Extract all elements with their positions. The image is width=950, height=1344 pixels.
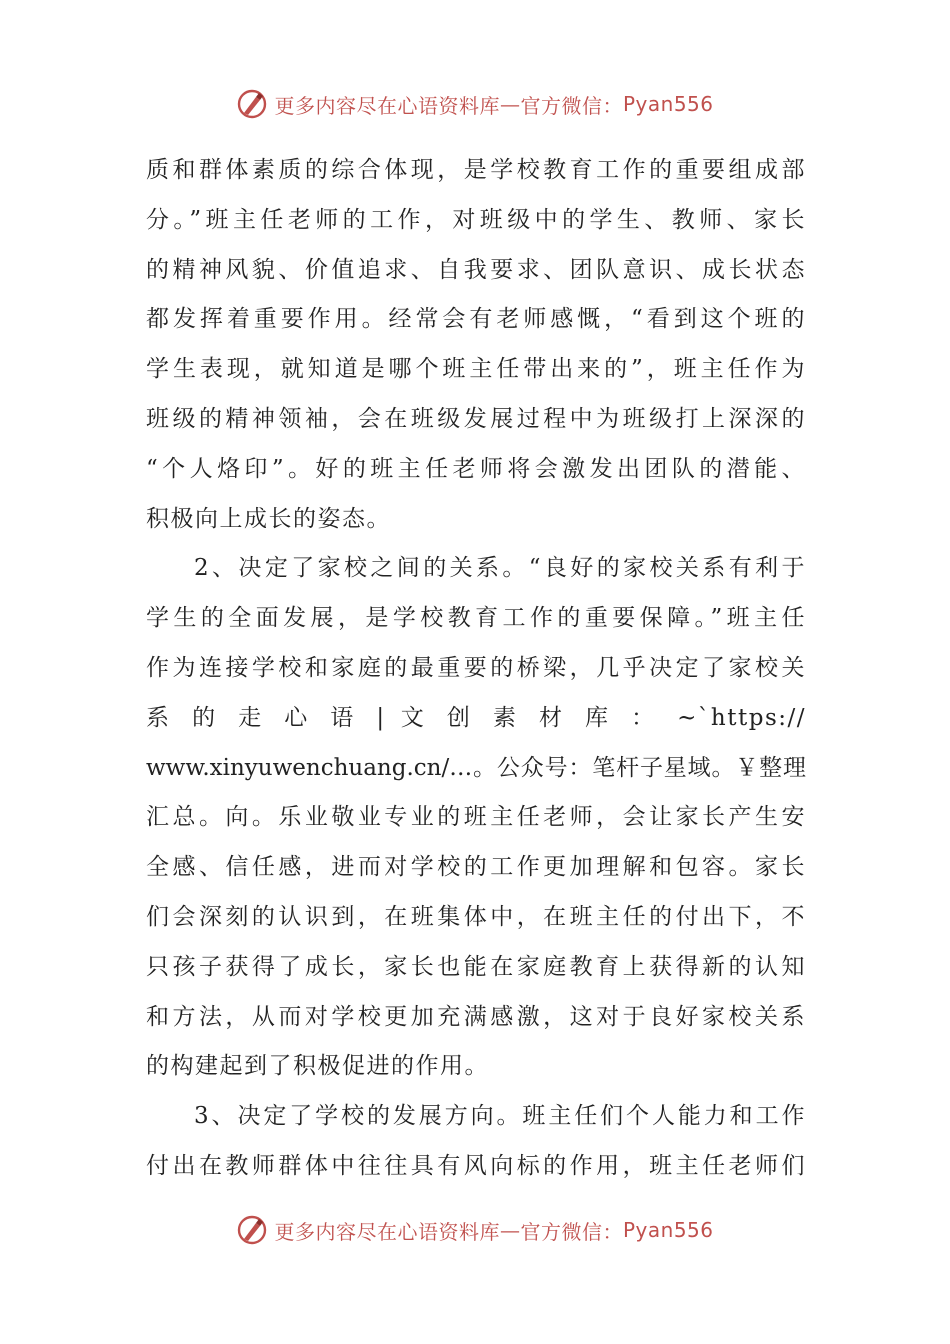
- body-line: 学生的全面发展，是学校教育工作的重要保障。”班主任: [146, 605, 806, 632]
- header-wechat-label: 官方微信：: [520, 93, 623, 118]
- body-line: 质和群体素质的综合体现，是学校教育工作的重要组成部: [146, 157, 806, 183]
- body-line: 系 的 走 心 语 | 文 创 素 材 库 ： ~`https://: [146, 704, 806, 731]
- body-line: 付出在教师群体中往往具有风向标的作用，班主任老师们: [146, 1152, 806, 1179]
- footer-wechat-id: Pyan556: [622, 1218, 714, 1242]
- body-line: 的构建起到了积极促进的作用。: [146, 1053, 489, 1080]
- body-line: 班级的精神领袖，会在班级发展过程中为班级打上深深的: [146, 405, 806, 432]
- body-line: 积极向上成长的姿态。: [146, 505, 391, 532]
- header-dash: —: [499, 92, 521, 116]
- paragraph-start-line: 2、决定了家校之间的关系。“良好的家校关系有利于: [194, 555, 806, 582]
- body-line: “个人烙印”。好的班主任老师将会激发出团队的潜能、: [146, 455, 806, 482]
- body-line: 作为连接学校和家庭的最重要的桥梁，几乎决定了家校关: [146, 654, 806, 681]
- paragraph-start-line: 3、决定了学校的发展方向。班主任们个人能力和工作: [194, 1103, 806, 1130]
- header-wechat-id: Pyan556: [622, 92, 714, 116]
- page-footer-banner: [0, 1210, 950, 1250]
- body-line: 学生表现，就知道是哪个班主任带出来的”，班主任作为: [146, 356, 806, 383]
- body-line: 的精神风貌、价值追求、自我要求、团队意识、成长状态: [146, 256, 806, 283]
- url-line: www.xinyuwenchuang.cn/…。公众号：笔杆子星域。￥整理: [146, 754, 806, 781]
- body-line: 全感、信任感，进而对学校的工作更加理解和包容。家长: [146, 854, 806, 881]
- footer-text: 更多内容尽在心语资料库: [274, 1219, 500, 1244]
- pen-logo-icon: [236, 1214, 268, 1246]
- footer-wechat-label: 官方微信：: [520, 1219, 623, 1244]
- body-line: 只孩子获得了成长，家长也能在家庭教育上获得新的认知: [146, 953, 806, 980]
- body-line: 汇总。向。乐业敬业专业的班主任老师，会让家长产生安: [146, 804, 806, 831]
- page-header-banner: [0, 84, 950, 124]
- body-line: 们会深刻的认识到，在班集体中，在班主任的付出下，不: [146, 903, 806, 930]
- header-text: 更多内容尽在心语资料库: [274, 93, 500, 118]
- pen-logo-icon: [236, 88, 268, 120]
- body-line: 和方法，从而对学校更加充满感激，这对于良好家校关系: [146, 1003, 806, 1030]
- footer-dash: —: [499, 1218, 521, 1242]
- body-line: 都发挥着重要作用。经常会有老师感慨，“看到这个班的: [146, 306, 806, 333]
- document-body: [146, 146, 806, 1192]
- body-line: 分。”班主任老师的工作，对班级中的学生、教师、家长: [146, 206, 806, 233]
